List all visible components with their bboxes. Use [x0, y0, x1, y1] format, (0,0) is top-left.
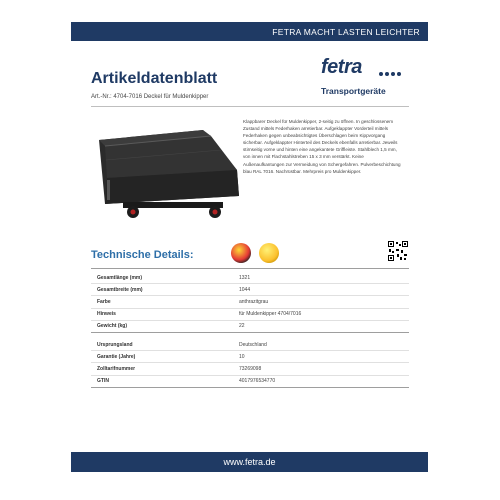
spec-label: Hinweis [97, 311, 116, 318]
spec-row [91, 351, 409, 363]
page-title: Artikeldatenblatt [91, 70, 218, 87]
product-image [93, 118, 243, 220]
spec-value: Deutschland [239, 341, 267, 348]
spec-label: Gesamtlänge (mm) [97, 274, 143, 281]
section-divider [91, 268, 409, 269]
spec-row [91, 376, 409, 388]
spec-row [91, 309, 409, 321]
spec-value: 73269098 [239, 365, 262, 372]
spec-label: Farbe [97, 298, 111, 305]
spec-value: 1321 [239, 274, 251, 281]
spec-label: Gesamtbreite (mm) [97, 286, 143, 293]
made-in-germany-badge-icon [231, 243, 251, 263]
article-number-line: Art.-Nr.: 4704-7016 Deckel für Muldenkipper [91, 94, 209, 100]
banner-slogan: FETRA MACHT LASTEN LEICHTER [272, 26, 420, 37]
spec-row [91, 339, 409, 351]
quality-seal-badge-icon [259, 243, 279, 263]
qr-code-icon [387, 240, 409, 262]
fetra-logo [319, 56, 419, 96]
logo-wordmark: fetra [321, 56, 362, 78]
footer-bar [71, 452, 428, 472]
top-banner [71, 22, 428, 41]
spec-row [91, 296, 409, 308]
spec-value: anthrazitgrau [239, 298, 269, 305]
spec-label: Ursprungsland [97, 341, 133, 348]
logo-dots-icon [379, 72, 401, 76]
logo-tagline: Transportgeräte [321, 86, 386, 96]
spec-value: 4017976534770 [239, 378, 276, 385]
spec-row [91, 321, 409, 333]
spec-label: Garantie (Jahre) [97, 353, 136, 360]
datasheet-page [71, 0, 428, 500]
footer-website-link[interactable]: www.fetra.de [223, 457, 276, 467]
spec-row [91, 272, 409, 284]
spec-label: Gewicht (kg) [97, 323, 128, 330]
spec-label: GTIN [97, 378, 109, 385]
spec-row [91, 284, 409, 296]
spec-value: 10 [239, 353, 245, 360]
spec-value: für Muldenkipper 4704/7016 [239, 311, 302, 318]
spec-table [91, 272, 409, 388]
spec-value: 22 [239, 323, 245, 330]
product-description: Klappbarer Deckel für Muldenkipper, 2-seitig zu öffnen. In geschlossenem Zustand mittels Federhaken arretierbar. Aufgeklappter Vorderteil mittels Federhaken gegen unbeabsichtigtes Überschlagen beim Kippvorgang sicherbar. Aufgeklappter Hinterteil des Deckels ebenfalls arretierbar. Jeweils stirnseitig vorne und hinten eine angekantete Griffleiste. Stahlblech 1,5 mm, von innen mit Flachstahlstreben 15 x 3 mm verstärkt. Keine Außenaufkantungen zur Vermeidung von Schergefahren. Pulverbeschichtung blau RAL 7016. Nachrüstbar. Mehrpreis pro Muldenkipper. [243, 119, 401, 174]
title-divider [91, 106, 409, 107]
spec-value: 1044 [239, 286, 251, 293]
spec-row [91, 363, 409, 375]
spec-label: Zolltarifnummer [97, 365, 136, 372]
technical-details-heading: Technische Details: [91, 249, 194, 261]
